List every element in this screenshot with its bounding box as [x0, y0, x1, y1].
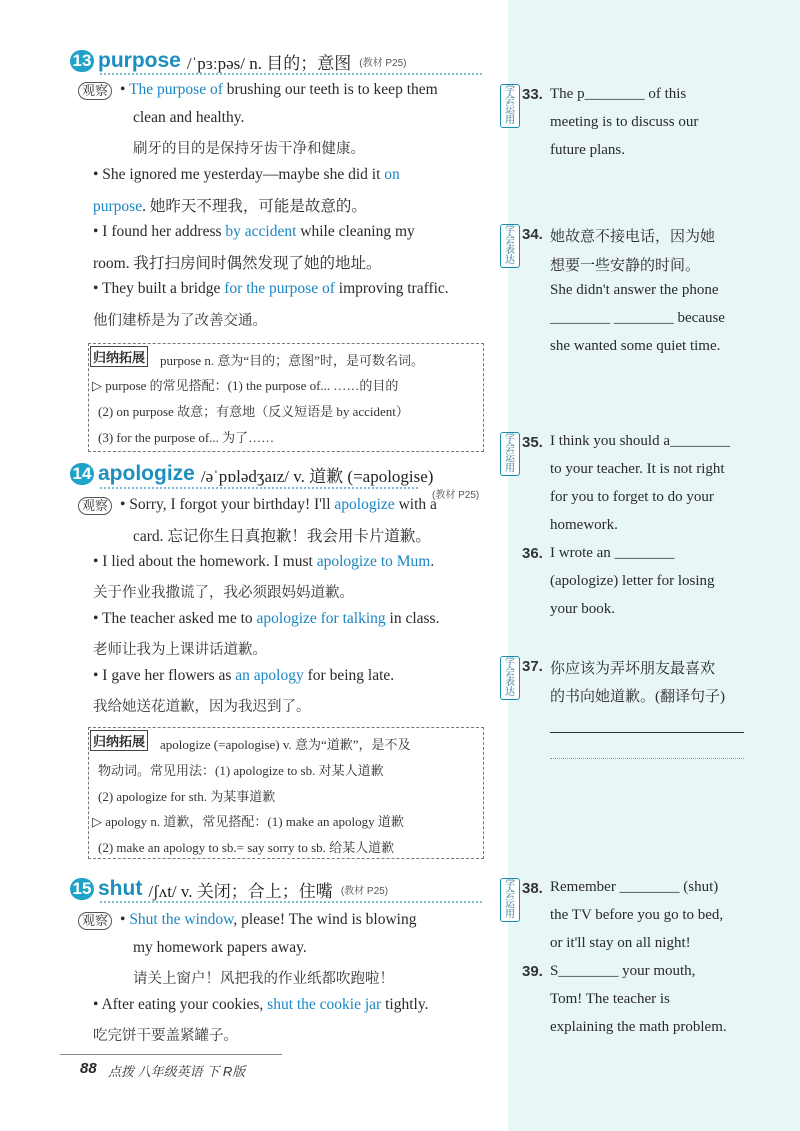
footer-rule	[60, 1054, 282, 1055]
summary-line: (2) apologize for sth. 为某事道歉	[98, 789, 276, 804]
example-sentence: • Sorry, I forgot your birthday! I'll apologize with a	[120, 496, 437, 513]
summary-line: 物动词。常见用法：(1) apologize to sb. 对某人道歉	[98, 763, 384, 778]
exercise-text[interactable]: Remember ________ (shut)	[550, 879, 719, 895]
example-sentence: • I lied about the homework. I must apologize to Mum.	[93, 553, 435, 570]
summary-line: ▷ purpose 的常见搭配：(1) the purpose of... ……的目的	[92, 378, 399, 393]
summary-line: (2) on purpose 故意；有意地（反义短语是 by accident）	[98, 404, 409, 419]
exercise-text: she wanted some quiet time.	[550, 338, 721, 354]
summary-line: ▷ apology n. 道歉，常见搭配：(1) make an apology 道歉	[92, 814, 404, 829]
exercise-text: future plans.	[550, 142, 625, 158]
exercise-number: 33.	[522, 86, 543, 103]
summary-line: apologize (=apologise) v. 意为“道歉”，是不及	[160, 737, 411, 752]
expression-badge: 学会表达	[500, 224, 520, 268]
textbook-reference: (教材 P25)	[432, 490, 480, 501]
example-continuation: room. 我打扫房间时偶然发现了她的地址。	[93, 255, 382, 272]
exercise-number: 37.	[522, 658, 543, 675]
exercise-number: 34.	[522, 226, 543, 243]
entry-15-heading	[70, 876, 388, 902]
observe-tag: 观察	[78, 497, 112, 515]
exercise-text: (apologize) letter for losing	[550, 573, 715, 589]
practice-badge: 学会运用	[500, 84, 520, 128]
exercise-text: homework.	[550, 517, 618, 533]
example-translation: 刷牙的目的是保持牙齿干净和健康。	[133, 141, 365, 157]
entry-number: 15	[70, 878, 94, 900]
entry-14-heading	[70, 461, 433, 487]
exercise-text: She didn't answer the phone	[550, 282, 719, 298]
summary-line: (2) make an apology to sb.= say sorry to sb. 给某人道歉	[98, 840, 395, 855]
answer-line[interactable]	[550, 732, 744, 733]
page-number: 88	[80, 1060, 97, 1077]
example-sentence: • I found her address by accident while cleaning my	[93, 223, 415, 240]
entry-13-heading	[70, 48, 406, 74]
exercise-text: meeting is to discuss our	[550, 114, 699, 130]
example-translation: 老师让我为上课讲话道歉。	[93, 642, 267, 658]
textbook-reference: (教材 P25)	[340, 885, 389, 897]
example-translation: 他们建桥是为了改善交通。	[93, 313, 267, 329]
exercise-text: for you to forget to do your	[550, 489, 714, 505]
example-translation: 吃完饼干要盖紧罐子。	[93, 1028, 238, 1044]
example-translation: 我给她送花道歉，因为我迟到了。	[93, 699, 311, 715]
example-sentence: • Shut the window, please! The wind is blowing	[120, 911, 417, 928]
observe-tag: 观察	[78, 82, 112, 100]
example-continuation: clean and healthy.	[133, 109, 245, 126]
exercise-text[interactable]: S________ your mouth,	[550, 963, 696, 979]
exercise-text: explaining the math problem.	[550, 1019, 727, 1035]
exercise-text: 你应该为弄坏朋友最喜欢	[550, 661, 716, 677]
exercise-answer-blank[interactable]: ________ ________ because	[550, 310, 725, 326]
summary-tag: 归纳拓展	[90, 730, 148, 751]
heading-underline	[100, 73, 482, 75]
heading-underline	[100, 487, 418, 489]
example-sentence: • They built a bridge for the purpose of improving traffic.	[93, 280, 449, 297]
phonetic-definition: /əˈpɒlədʒaɪz/ v. 道歉 (=apologise)	[200, 466, 434, 486]
example-continuation: card. 忘记你生日真抱歉！我会用卡片道歉。	[133, 528, 431, 545]
textbook-reference: (教材 P25)	[359, 57, 407, 69]
exercise-text[interactable]: I wrote an ________	[550, 545, 675, 561]
exercise-text: Tom! The teacher is	[550, 991, 670, 1007]
exercise-text: 的书向她道歉。(翻译句子)	[550, 689, 725, 705]
footer-text: 点拨 八年级英语 下 R版	[108, 1064, 246, 1079]
exercise-text: the TV before you go to bed,	[550, 907, 724, 923]
example-translation: 请关上窗户！风把我的作业纸都吹跑啦！	[133, 971, 394, 987]
phonetic-definition: /ʃʌt/ v. 关闭；合上；住嘴	[148, 881, 333, 901]
exercise-text: to your teacher. It is not right	[550, 461, 725, 477]
example-sentence: • I gave her flowers as an apology for being late.	[93, 667, 395, 684]
example-sentence: • She ignored me yesterday—maybe she did it on	[93, 166, 400, 183]
example-continuation: purpose. 她昨天不理我，可能是故意的。	[93, 198, 367, 215]
exercise-text: or it'll stay on all night!	[550, 935, 691, 951]
exercise-number: 39.	[522, 963, 543, 980]
exercise-text: your book.	[550, 601, 615, 617]
answer-line[interactable]	[550, 758, 744, 759]
exercise-text: 想要一些安静的时间。	[550, 258, 701, 274]
example-sentence: • The purpose of brushing our teeth is to keep them	[120, 81, 438, 98]
exercise-text: The p________ of this	[550, 86, 687, 102]
phonetic-definition: /ˈpɜːpəs/ n. 目的；意图	[186, 53, 352, 73]
summary-line: (3) for the purpose of... 为了……	[98, 430, 275, 445]
exercise-text[interactable]: I think you should a________	[550, 433, 730, 449]
example-translation: 关于作业我撒谎了，我必须跟妈妈道歉。	[93, 585, 354, 601]
headword: apologize	[98, 462, 195, 485]
observe-tag: 观察	[78, 912, 112, 930]
headword: shut	[98, 877, 143, 900]
entry-number: 14	[70, 463, 94, 485]
expression-badge: 学会表达	[500, 656, 520, 700]
example-sentence: • The teacher asked me to apologize for talking in class.	[93, 610, 440, 627]
summary-tag: 归纳拓展	[90, 346, 148, 367]
exercise-number: 35.	[522, 434, 543, 451]
exercise-number: 36.	[522, 545, 543, 562]
entry-number: 13	[70, 50, 94, 72]
example-sentence: • After eating your cookies, shut the cookie jar tightly.	[93, 996, 429, 1013]
summary-line: purpose n. 意为“目的；意图”时，是可数名词。	[160, 353, 424, 368]
exercise-text: 她故意不接电话，因为她	[550, 229, 716, 245]
example-continuation: my homework papers away.	[133, 939, 307, 956]
practice-badge: 学会运用	[500, 878, 520, 922]
practice-badge: 学会运用	[500, 432, 520, 476]
exercise-number: 38.	[522, 880, 543, 897]
headword: purpose	[98, 49, 181, 72]
heading-underline	[100, 901, 482, 903]
exercise-column-background	[508, 0, 800, 1131]
